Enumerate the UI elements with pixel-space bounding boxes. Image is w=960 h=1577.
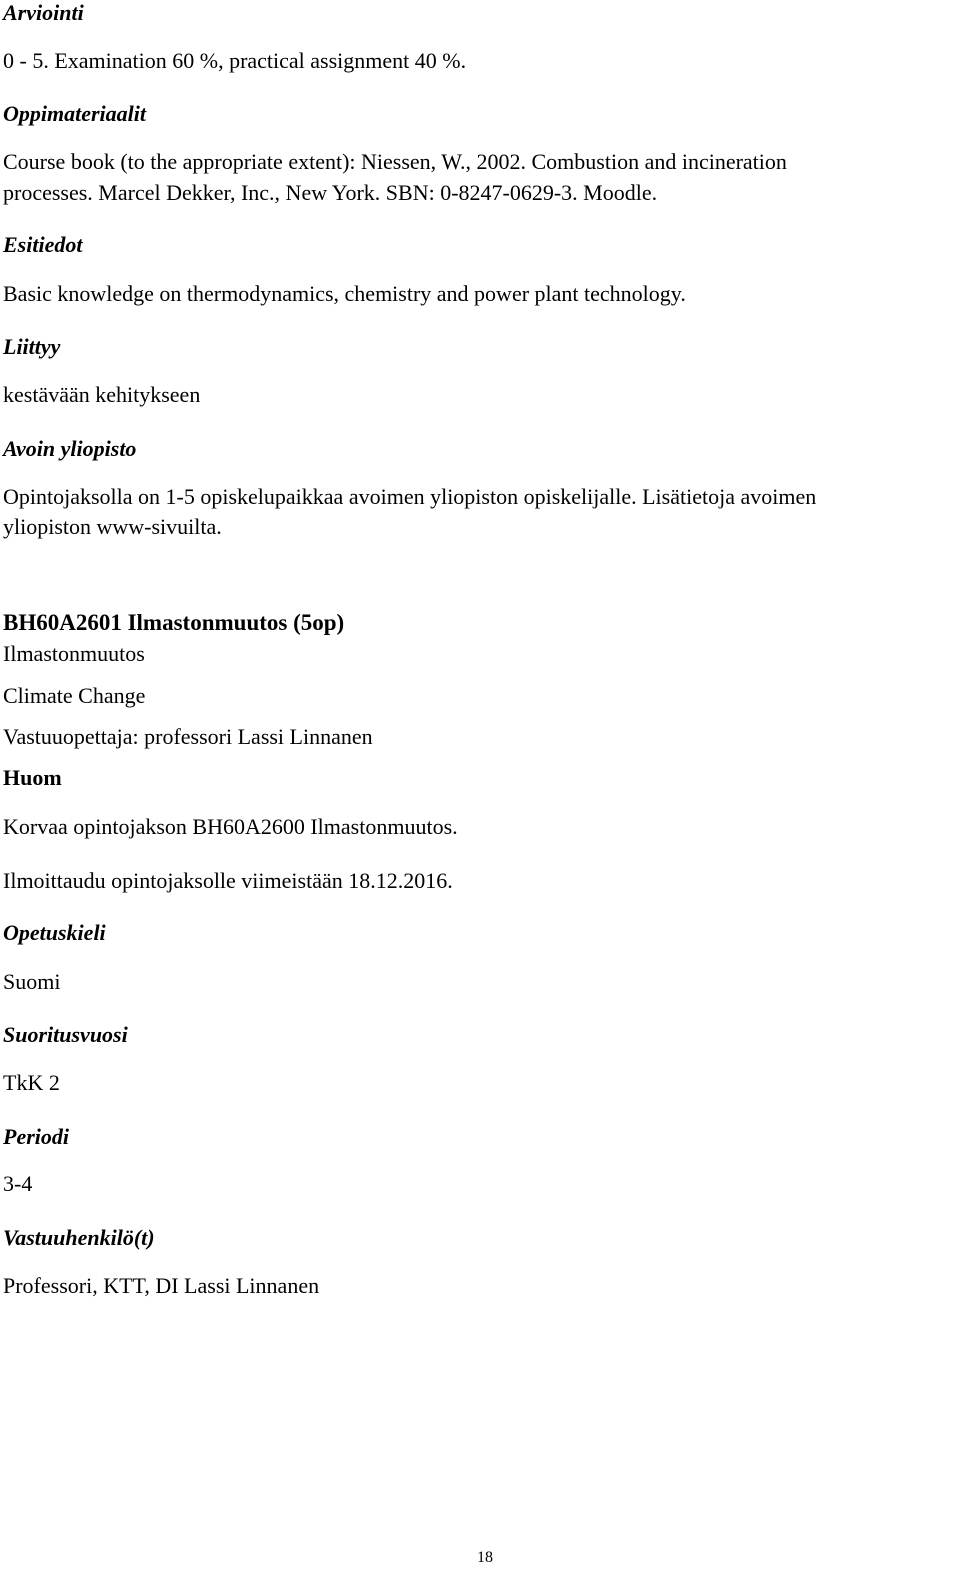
- course-name-fi: Ilmastonmuutos: [3, 641, 145, 666]
- periodi-heading: Periodi: [3, 1124, 69, 1149]
- oppimateriaalit-text-line1: Course book (to the appropriate extent): Niessen, W., 2002. Combustion and incineration: [3, 149, 787, 174]
- liittyy-heading: Liittyy: [3, 334, 61, 359]
- vastuuhenkilo-text: Professori, KTT, DI Lassi Linnanen: [3, 1273, 320, 1298]
- suoritusvuosi-text: TkK 2: [3, 1070, 60, 1095]
- opetuskieli-text: Suomi: [3, 969, 61, 994]
- opetuskieli-heading: Opetuskieli: [3, 920, 106, 945]
- liittyy-text: kestävään kehitykseen: [3, 382, 201, 407]
- suoritusvuosi-heading: Suoritusvuosi: [3, 1022, 128, 1047]
- arviointi-text: 0 - 5. Examination 60 %, practical assignment 40 %.: [3, 48, 467, 73]
- huom-heading: Huom: [3, 765, 62, 790]
- responsible-teacher: Vastuuopettaja: professori Lassi Linnanen: [3, 724, 373, 749]
- esitiedot-heading: Esitiedot: [3, 232, 83, 257]
- course-title: BH60A2601 Ilmastonmuutos (5op): [3, 610, 345, 635]
- course-name-en: Climate Change: [3, 683, 146, 708]
- arviointi-heading: Arviointi: [3, 0, 84, 25]
- huom-text-replaces: Korvaa opintojakson BH60A2600 Ilmastonmuutos.: [3, 814, 458, 839]
- huom-text-registration: Ilmoittaudu opintojaksolle viimeistään 18.12.2016.: [3, 868, 453, 893]
- vastuuhenkilo-heading: Vastuuhenkilö(t): [3, 1225, 155, 1250]
- avoin-yliopisto-text-line1: Opintojaksolla on 1-5 opiskelupaikkaa avoimen yliopiston opiskelijalle. Lisätietoja avoimen: [3, 484, 817, 509]
- oppimateriaalit-heading: Oppimateriaalit: [3, 101, 146, 126]
- periodi-text: 3-4: [3, 1171, 33, 1196]
- esitiedot-text: Basic knowledge on thermodynamics, chemistry and power plant technology.: [3, 281, 686, 306]
- avoin-yliopisto-text-line2: yliopiston www-sivuilta.: [3, 514, 222, 539]
- page-number: 18: [477, 1549, 493, 1566]
- avoin-yliopisto-heading: Avoin yliopisto: [3, 436, 137, 461]
- oppimateriaalit-text-line2: processes. Marcel Dekker, Inc., New York. SBN: 0-8247-0629-3. Moodle.: [3, 180, 658, 205]
